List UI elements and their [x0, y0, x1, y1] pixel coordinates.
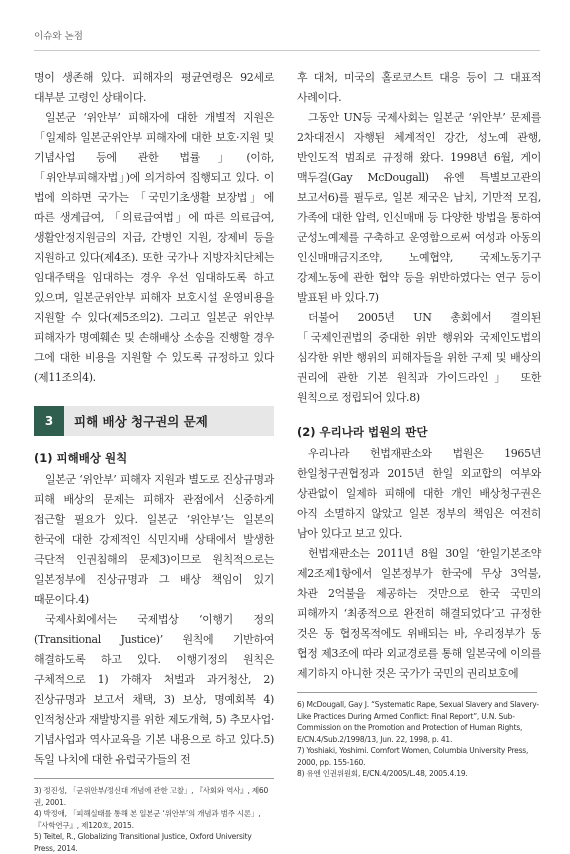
right-column: [297, 68, 541, 780]
section-title: 피해 배상 청구권의 문제: [74, 414, 208, 429]
header-rule: [34, 50, 540, 51]
footnote: 5) Teitel, R., Globalizing Transitional Justice, Oxford University Press, 2014.: [34, 832, 252, 853]
paragraph: 헌법재판소는 2011년 8월 30일 ‘한일기본조약 제2조제1항에서 일본정부가 한국에 무상 3억불, 차관 2억불을 제공하는 것만으로 한국 국민의 피해까지 ‘최종적으로 완전히 해결되었다’고 규정한 것은 동 협정목적에도 위배되는 바, 우리정부가 동 협정 제3조에 따라 외교경로를 통해 일본국에 이의를 제기하지 아니한 것은 국가가 국민의 권리보호에: [297, 547, 541, 680]
paragraph: 후 대처, 미국의 홀로코스트 대응 등이 그 대표적 사례이다.: [297, 71, 541, 104]
paragraph: 명이 생존해 있다. 피해자의 평균연령은 92세로 대부분 고령인 상태이다.: [34, 71, 274, 104]
running-header: 이슈와 논점: [34, 31, 83, 42]
section-heading: [34, 406, 274, 436]
left-column: [34, 68, 274, 854]
footnote-rule: [34, 778, 274, 779]
paragraph: 국제사회에서는 국제법상 ‘이행기 정의(Transitional Justice)’ 원칙에 기반하여 해결하도록 하고 있다. 이행기정의 원칙은 구체적으로 1) 가해자 처벌과 과거청산, 2) 진상규명과 보고서 채택, 3) 보상, 명예회복 4) 인적청산과 재발방지를 위한 제도개혁, 5) 추모사업·기념사업과 역사교육을 기본 내용으로 하고 있다.5) 독일 나치에 대한 유럽국가들의 전: [34, 613, 274, 766]
subheading: (1) 피해배상 원칙: [34, 451, 128, 465]
footnote: 7) Yoshiaki, Yoshimi. Comfort Women, Columbia University Press, 2000, pp. 155-160.: [297, 746, 529, 767]
footnote-rule: [297, 692, 537, 693]
paragraph: 그동안 UN등 국제사회는 일본군 ‘위안부’ 문제를 2차대전시 자행된 체계적인 강간, 성노예 관행, 반인도적 범죄로 규정해 왔다. 1998년 6월, 게이 맥두걸(Gay McDougall) 유엔 특별보고관의 보고서6)를 필두로, 일본 제국은 납치, 기만적 모집, 가족에 대한 압력, 인신매매 등 다양한 방법을 통하여 군성노예제를 구축하고 운영함으로써 여성과 아동의 인신매매금지조약, 노예협약, 국제노동기구 강제노동에 관한 협약 등을 위반하였다는 연구 등이 발표된 바 있다.7): [297, 111, 541, 304]
paragraph: 우리나라 헌법재판소와 법원은 1965년 한일청구권협정과 2015년 한일 외교합의 여부와 상관없이 일제하 피해에 대한 개인 배상청구권은 아직 소멸하지 않았고 일본 정부의 책임은 여전히 남아 있다고 보고 있다.: [297, 447, 541, 540]
footnote: 8) 유엔 인권위원회, E/CN.4/2005/L.48, 2005.4.19.: [297, 769, 468, 778]
footnote: 6) McDougall, Gay J. “Systematic Rape, Sexual Slavery and Slavery-Like Practices During Armed Conflict: Final Report”, U.N. Sub-Commission on the Promotion and Protection of Human Rights, E/CN.4/Sub.2/1998/13, Jun. 22, 1998, p. 41.: [297, 700, 539, 744]
subheading: (2) 우리나라 법원의 판단: [297, 425, 428, 439]
paragraph: 일본군 ‘위안부’ 피해자에 대한 개별적 지원은 「일제하 일본군위안부 피해자에 대한 보호·지원 및 기념사업 등에 관한 법률」(이하, 「위안부피해자법」)에 의거하여 집행되고 있다. 이 법에 의하면 국가는 「국민기초생활 보장법」에 따른 생계급여, 「의료급여법」에 따른 의료급여, 생활안정지원금의 지급, 간병인 지원, 장제비 등을 지원하고 있다(제4조). 또한 국가나 지방자치단체는 임대주택을 임대하는 경우 우선 임대하도록 하고 있으며, 일본군위안부 피해자 보호시설 운영비용을 지원할 수 있다(제5조의2). 그리고 일본군 위안부 피해자가 명예훼손 및 손해배상 소송을 진행할 경우 그에 대한 비용을 지원할 수 있도록 규정하고 있다(제11조의4).: [34, 111, 274, 384]
paragraph: 일본군 ‘위안부’ 피해자 지원과 별도로 진상규명과 피해 배상의 문제는 피해자 관점에서 신중하게 접근할 필요가 있다. 일본군 ‘위안부’는 일본의 한국에 대한 강제적인 식민지배 상태에서 발생한 극단적 인권침해의 문제3)이므로 원칙적으로는 일본정부에 진상규명과 그 배상 책임이 있기 때문이다.4): [34, 473, 274, 606]
footnote: 3) 정진성, 「군위안부/정신대 개념에 관한 고찰」, 『사회와 역사』, 제60권, 2001.: [34, 786, 269, 807]
section-number: 3: [34, 406, 64, 436]
footnote: 4) 박정애, 「피해실태를 통해 본 일본군 ‘위안부’의 개념과 범주 시론」, 『사학연구』, 제120호, 2015.: [34, 809, 261, 830]
paragraph: 더불어 2005년 UN 총회에서 결의된 「국제인권법의 중대한 위반 행위와 국제인도법의 심각한 위반 행위의 피해자들을 위한 구제 및 배상의 권리에 관한 기본 원칙과 가이드라인」 또한 원칙으로 정립되어 있다.8): [297, 311, 541, 404]
